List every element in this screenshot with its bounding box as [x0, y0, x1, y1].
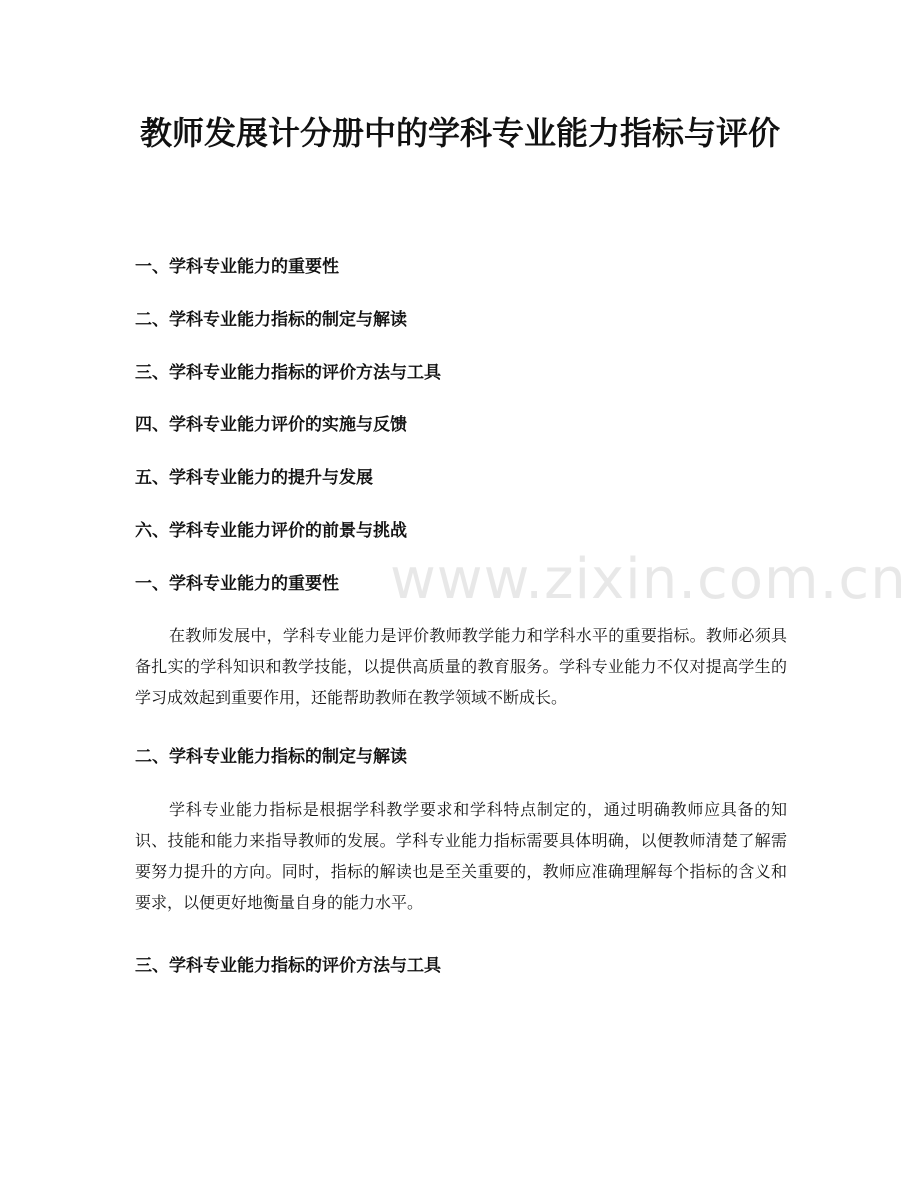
section-heading-3: 三、学科专业能力指标的评价方法与工具 — [135, 956, 441, 976]
toc-item-6: 六、学科专业能力评价的前景与挑战 — [135, 521, 407, 541]
toc-item-3: 三、学科专业能力指标的评价方法与工具 — [135, 363, 441, 383]
toc-item-5: 五、学科专业能力的提升与发展 — [135, 468, 373, 488]
section-heading-1: 一、学科专业能力的重要性 — [135, 574, 339, 594]
toc-item-1: 一、学科专业能力的重要性 — [135, 257, 339, 277]
toc-item-4: 四、学科专业能力评价的实施与反馈 — [135, 415, 407, 435]
section-heading-2: 二、学科专业能力指标的制定与解读 — [135, 747, 407, 767]
document-title: 教师发展计分册中的学科专业能力指标与评价 — [139, 114, 780, 152]
section-body-2: 学科专业能力指标是根据学科教学要求和学科特点制定的，通过明确教师应具备的知识、技能和能力来指导教师的发展。学科专业能力指标需要具体明确，以便教师清楚了解需要努力提升的方向。同时，指标的解读也是至关重要的，教师应准确理解每个指标的含义和要求，以便更好地衡量自身的能力水平。 — [135, 800, 787, 912]
watermark: www.zixin.com.cn — [390, 547, 907, 612]
section-body-1: 在教师发展中，学科专业能力是评价教师教学能力和学科水平的重要指标。教师必须具备扎实的学科知识和教学技能，以提供高质量的教育服务。学科专业能力不仅对提高学生的学习成效起到重要作用，还能帮助教师在教学领域不断成长。 — [135, 626, 787, 707]
toc-item-2: 二、学科专业能力指标的制定与解读 — [135, 310, 407, 330]
